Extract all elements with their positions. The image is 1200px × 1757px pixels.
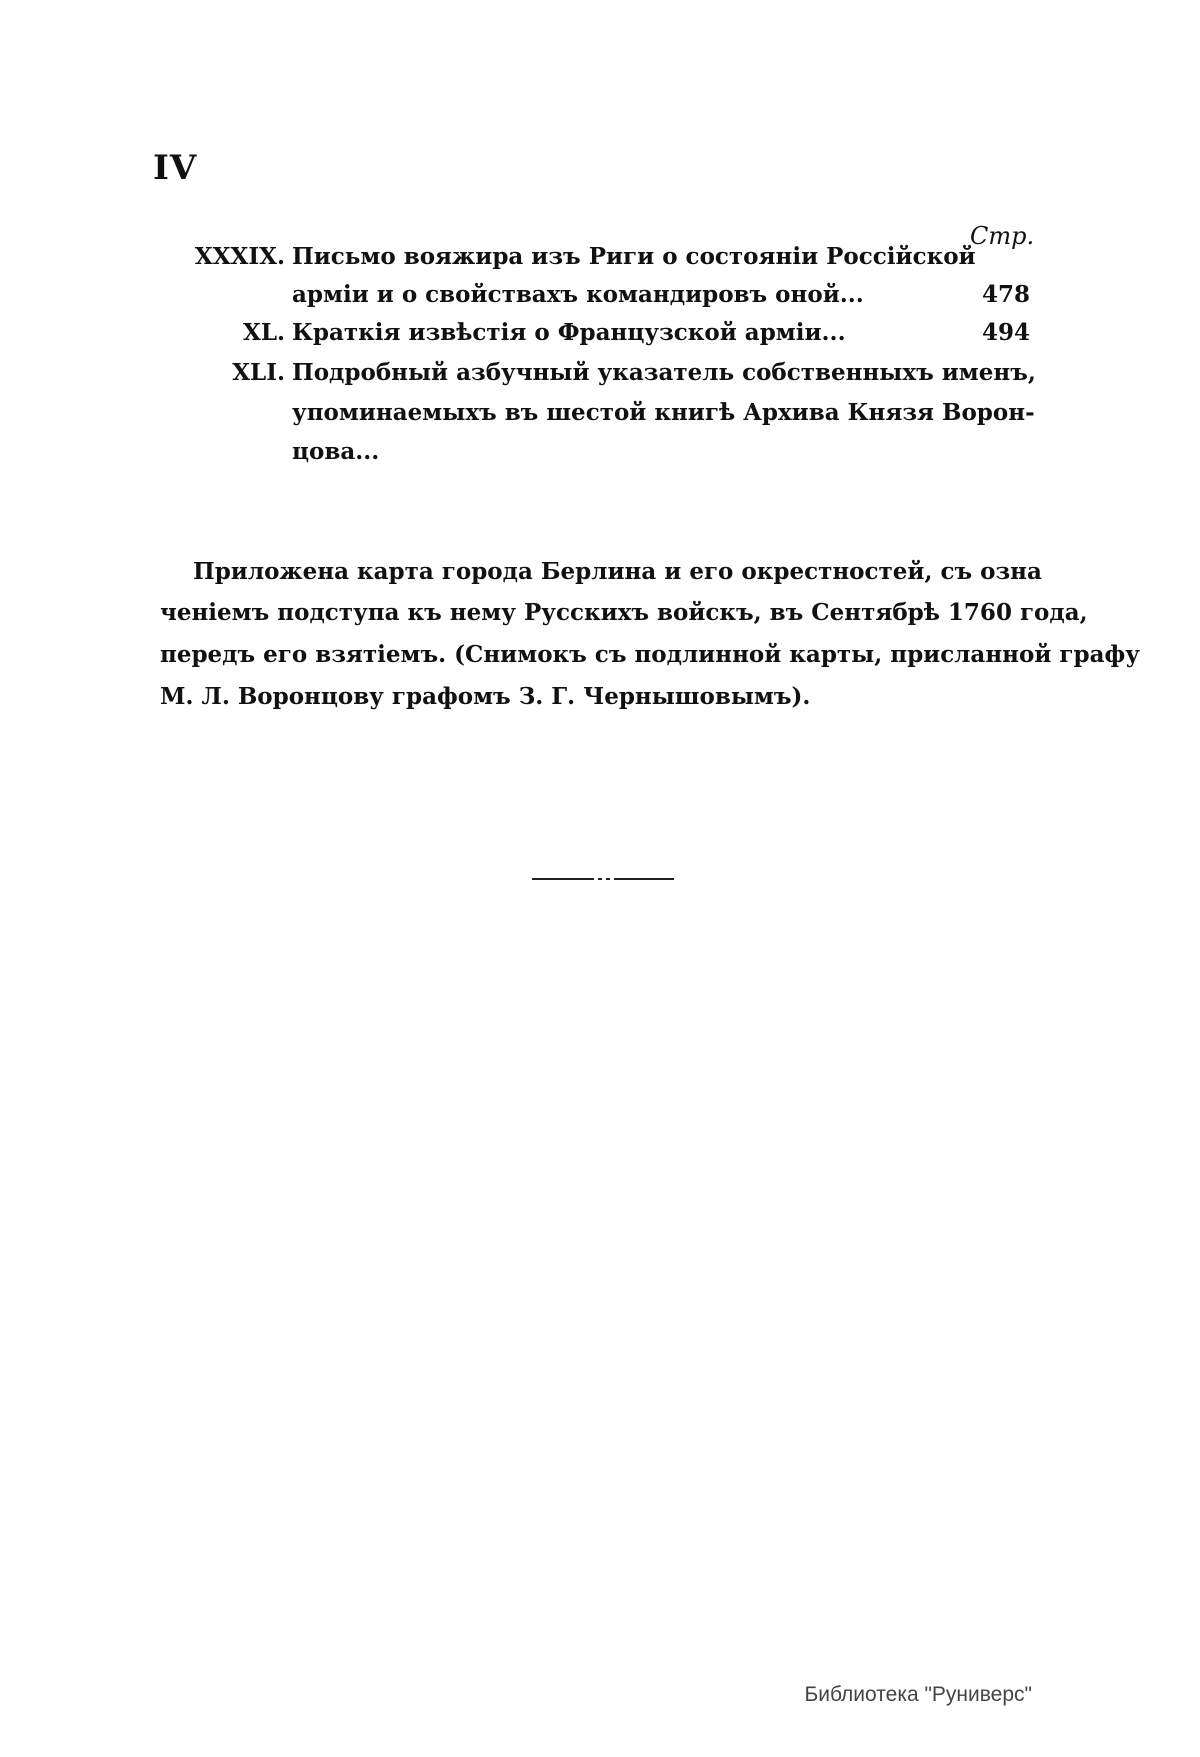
toc-numeral: XL. [242,319,285,346]
toc-page-number: 494 [981,319,1030,346]
toc-title-line: Краткія извѣстія о Французской арміи... [292,319,846,346]
toc-title-line: арміи и о свойствахъ командировъ оной... [292,281,864,308]
toc-title-line: Подробный азбучный указатель собственныхъ именъ, [292,359,1036,386]
toc-title-line: цова... [292,438,380,465]
note-line: М. Л. Воронцову графомъ З. Г. Чернышовымъ). [160,683,811,710]
toc-entry-41-line-1 [0,353,1200,393]
page-column-header: Стр. [970,222,1035,250]
library-watermark: Библиотека "Руниверс" [804,1683,1032,1706]
toc-entry-39-line-2 [0,275,1200,315]
toc-title-line: упоминаемыхъ въ шестой книгѣ Архива Князя Ворон- [292,399,1035,426]
toc-entry-41-line-2 [0,393,1200,433]
toc-entry-39-line-1 [0,237,1200,277]
toc-entry-41-line-3 [0,432,1200,472]
toc-title-line: Письмо вояжира изъ Риги о состояніи Россійской [292,243,976,270]
note-line: передъ его взятіемъ. (Снимокъ съ подлинной карты, присланной графу [160,641,1140,668]
toc-numeral: XXXIX. [194,243,285,270]
note-line: ченіемъ подступа къ нему Русскихъ войскъ, въ Сентябрѣ 1760 года, [160,599,1088,626]
note-line: Приложена карта города Берлина и его окрестностей, съ озна [193,558,1042,585]
page-number: IV [153,148,198,188]
toc-page-number: 478 [981,281,1030,308]
toc-entry-40 [0,313,1200,353]
section-divider [532,878,674,880]
toc-numeral: XLI. [232,359,285,386]
